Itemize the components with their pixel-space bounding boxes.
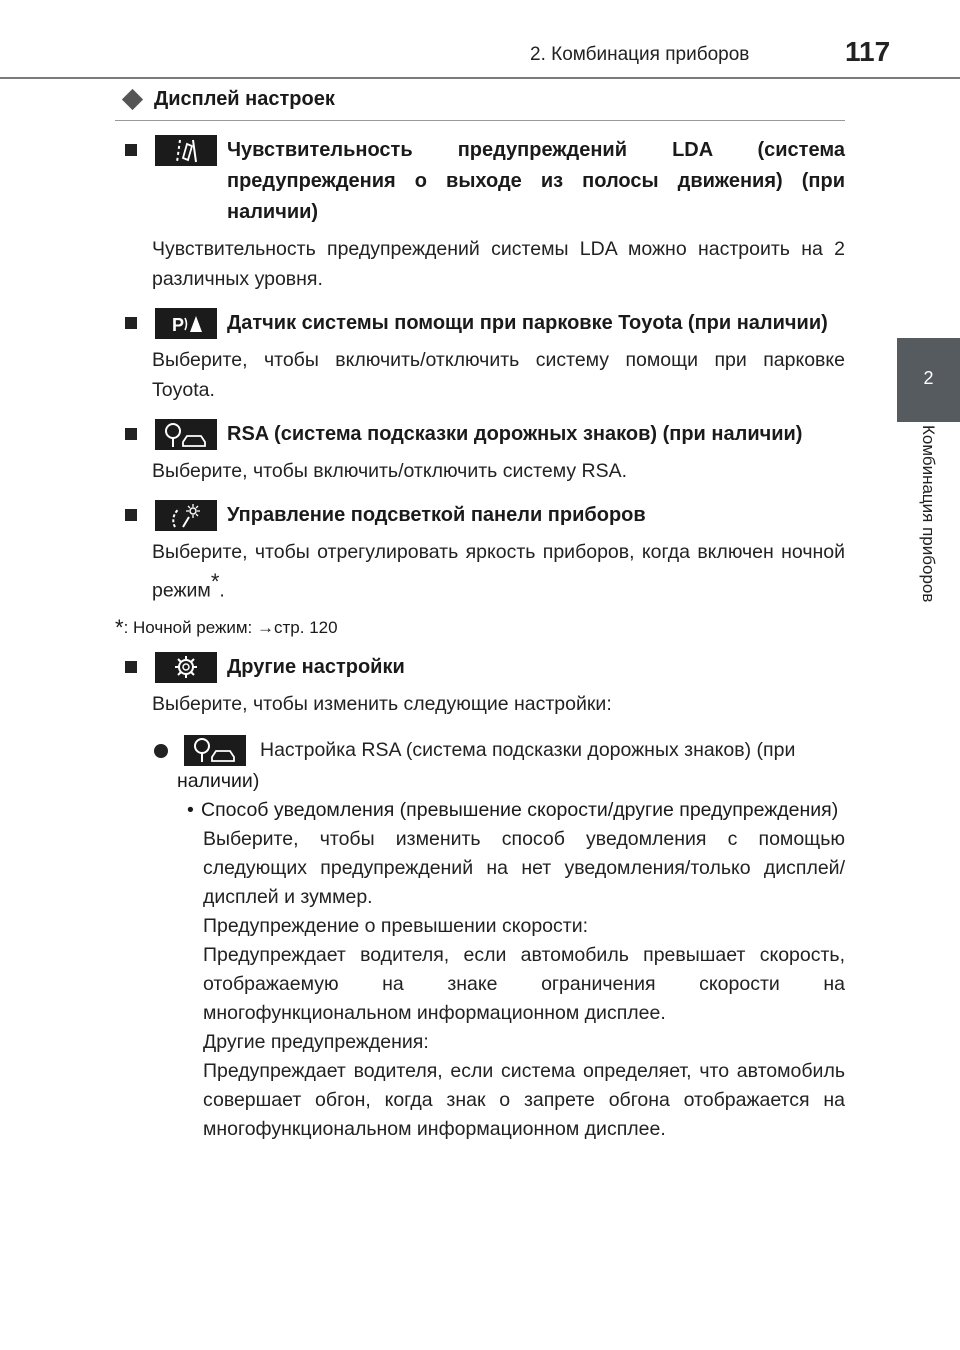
notification-method-bullet — [189, 796, 845, 825]
rsa-icon — [184, 735, 246, 766]
section-heading — [115, 86, 845, 121]
footnote-text: : Ночной режим: — [123, 617, 258, 637]
setting-item-lda — [115, 135, 845, 228]
square-bullet-icon — [125, 144, 137, 156]
chapter-tab-number: 2 — [923, 368, 934, 388]
parking-sensor-icon — [155, 308, 217, 339]
rsa-icon — [155, 419, 217, 450]
notification-paragraph-5: Предупреждает водителя, если система определяет, что автомобиль совершает обгон, когда знак о запрете обгона отображается на многофункциональном информационном дисплее. — [203, 1059, 845, 1140]
square-bullet-icon — [125, 509, 137, 521]
setting-text-rsa: Выберите, чтобы включить/отключить систему RSA. — [152, 460, 627, 482]
lda-icon — [155, 135, 217, 166]
setting-text-lda: Чувствительность предупреждений системы LDA можно настроить на 2 различных уровня. — [152, 238, 845, 290]
notification-paragraph-4: Другие предупреждения: — [203, 1030, 429, 1053]
setting-item-parking — [115, 308, 845, 339]
circle-bullet-icon — [154, 744, 168, 758]
notification-method-title: Способ уведомления (превышение скорости/другие предупреждения) — [201, 798, 839, 821]
bullet-dot: • — [187, 798, 194, 821]
notification-paragraph-3: Предупреждает водителя, если автомобиль превышает скорость, отображаемую на знаке ограничения скорости на многофункциональном информационном дисплее. — [203, 943, 845, 1024]
subsetting-rsa — [152, 735, 845, 766]
chapter-side-label-text: Комбинация приборов — [919, 425, 938, 603]
subsetting-rsa-title-line2: наличии) — [177, 769, 260, 792]
square-bullet-icon — [125, 317, 137, 329]
page-number: 117 — [845, 36, 891, 67]
chapter-tab — [897, 338, 960, 422]
illumination-icon — [155, 500, 217, 531]
square-bullet-icon — [125, 661, 137, 673]
setting-item-illumination — [115, 500, 845, 531]
arrow-icon: → — [257, 617, 275, 637]
footnote-mark: * — [210, 569, 220, 594]
setting-text-illumination-end: . — [219, 579, 225, 602]
setting-heading-lda: Чувствительность предупреждений LDA (система предупреждения о выходе из полосы движения) (при наличии) — [227, 139, 845, 223]
gear-icon — [155, 652, 217, 683]
setting-text-parking: Выберите, чтобы включить/отключить систему помощи при парковке Toyota. — [152, 349, 845, 401]
setting-text-illumination — [152, 537, 845, 606]
diamond-bullet-icon — [122, 89, 143, 110]
square-bullet-icon — [125, 428, 137, 440]
setting-text-other: Выберите, чтобы изменить следующие настройки: — [152, 692, 612, 715]
section-title: Дисплей настроек — [154, 88, 335, 110]
setting-heading-rsa: RSA (система подсказки дорожных знаков) (при наличии) — [227, 423, 803, 445]
setting-heading-illumination: Управление подсветкой панели приборов — [227, 504, 646, 526]
footnote-asterisk: * — [115, 614, 124, 640]
setting-heading-other: Другие настройки — [227, 655, 405, 678]
chapter-side-label — [897, 425, 960, 625]
setting-text-illumination-body: Выберите, чтобы отрегулировать яркость приборов, когда включен ночной режим — [152, 541, 845, 602]
footnote — [115, 616, 845, 640]
notification-paragraph-2: Предупреждение о превышении скорости: — [203, 914, 589, 937]
footnote-page-ref[interactable]: стр. 120 — [274, 617, 338, 637]
subsetting-rsa-title-line1: Настройка RSA (система подсказки дорожных знаков) (при — [260, 738, 796, 761]
notification-paragraph-1: Выберите, чтобы изменить способ уведомления с помощью следующих предупреждений на нет уведомления/только дисплей/дисплей и зуммер. — [203, 827, 845, 908]
running-header-chapter: 2. Комбинация приборов — [530, 44, 750, 65]
setting-item-rsa — [115, 419, 845, 450]
setting-item-other — [115, 652, 845, 683]
header-divider — [0, 77, 960, 79]
page-content — [115, 86, 845, 1144]
setting-heading-parking: Датчик системы помощи при парковке Toyota (при наличии) — [227, 312, 828, 334]
svg-text:P: P — [172, 314, 185, 335]
